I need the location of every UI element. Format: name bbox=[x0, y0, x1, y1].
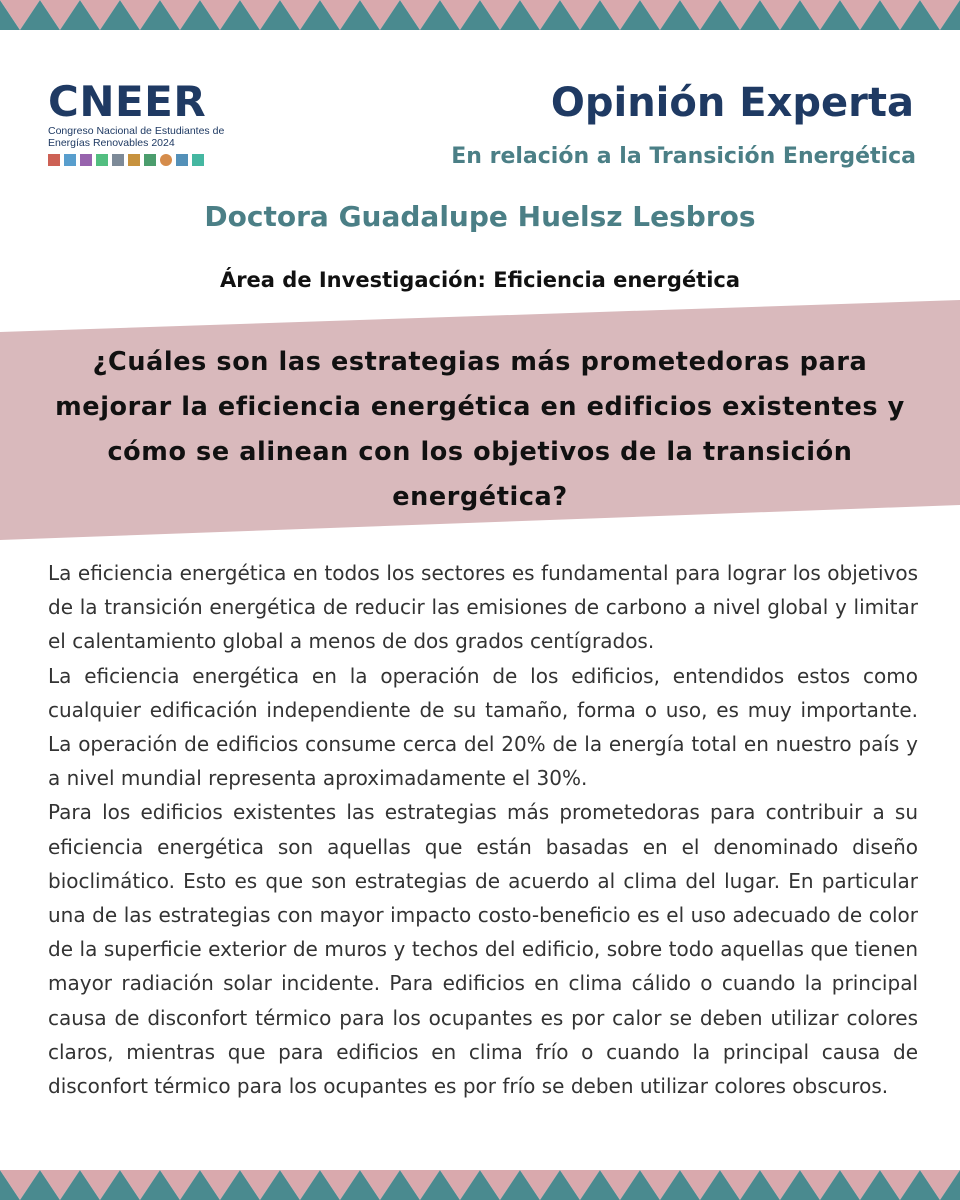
triangle-pattern-top bbox=[0, 0, 960, 30]
expert-name: Doctora Guadalupe Huelsz Lesbros bbox=[204, 200, 756, 233]
page-title: Opinión Experta bbox=[550, 80, 914, 126]
logo-emblems-icon bbox=[48, 152, 213, 168]
question-text: ¿Cuáles son las estrategias más prometedoras para mejorar la eficiencia energética en edificios existentes y cómo se alinean con los objetivos de la transición energética? bbox=[55, 347, 905, 512]
cneer-logo bbox=[48, 77, 248, 172]
logo-subtitle: Congreso Nacional de Estudiantes de Energías Renovables 2024 bbox=[48, 125, 225, 149]
logo-wordmark: CNEER bbox=[48, 77, 207, 126]
answer-paragraph: Para los edificios existentes las estrategias más prometedoras para contribuir a su eficiencia energética son aquellas que están basadas en el denominado diseño bioclimático. Esto es que son estrategias de acuerdo al clima del lugar. En particular una de las estrategias con mayor impacto costo-beneficio es el uso adecuado de color de la superficie exterior de muros y techos del edificio, sobre todo aquellas que tienen mayor radiación solar incidente. Para edificios en clima cálido o cuando la principal causa de disconfort térmico para los ocupantes es por calor se deben utilizar colores claros, mientras que para edificios en clima frío o cuando la principal causa de disconfort térmico para los ocupantes es por frío se deben utilizar colores obscuros. bbox=[48, 800, 918, 1099]
answer-body bbox=[48, 556, 918, 1103]
research-area: Área de Investigación: Eficiencia energética bbox=[219, 268, 741, 292]
triangle-pattern-bottom bbox=[0, 1170, 960, 1200]
answer-paragraph: La eficiencia energética en la operación de los edificios, entendidos estos como cualquier edificación independiente de su tamaño, forma o uso, es muy importante. La operación de edificios consume cerca del 20% de la energía total en nuestro país y a nivel mundial representa aproximadamente el 30%. bbox=[48, 663, 918, 791]
page-subtitle: En relación a la Transición Energética bbox=[451, 144, 916, 169]
answer-paragraph: La eficiencia energética en todos los sectores es fundamental para lograr los objetivos de la transición energética de reducir las emisiones de carbono a nivel global y limitar el calentamiento global a menos de dos grados centígrados. bbox=[48, 561, 918, 654]
bottom-triangle-border bbox=[0, 1170, 960, 1200]
top-triangle-border bbox=[0, 0, 960, 30]
